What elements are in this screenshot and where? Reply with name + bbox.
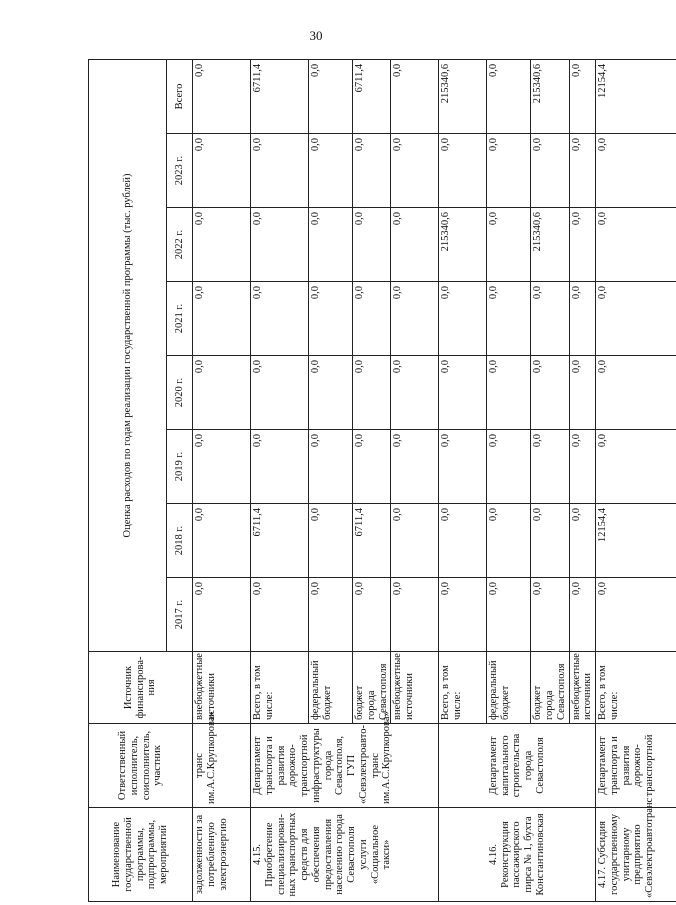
value-cell: 0,0: [309, 134, 353, 208]
value-cell: 0,0: [569, 356, 596, 430]
row-responsible: Департамент капитального строительства города Севастополя: [439, 724, 596, 808]
value-cell: 0,0: [391, 356, 439, 430]
header-total: Всего: [167, 59, 193, 133]
page-number: 30: [309, 28, 323, 43]
header-year: 2023 г.: [167, 134, 193, 208]
header-year: 2021 г.: [167, 282, 193, 356]
header-year: 2020 г.: [167, 356, 193, 430]
value-cell: 0,0: [487, 356, 531, 430]
value-cell: 0,0: [353, 134, 391, 208]
row-source: бюджет города Севастополя: [353, 652, 391, 724]
value-cell: 0,0: [569, 59, 596, 133]
value-cell: 0,0: [569, 134, 596, 208]
value-cell: 0,0: [439, 282, 487, 356]
value-cell: 0,0: [309, 356, 353, 430]
row-source: Всего, в том числе:: [596, 652, 676, 724]
value-cell: 215340,6: [531, 59, 569, 133]
value-cell: 0,0: [569, 208, 596, 282]
value-cell: 0,0: [251, 578, 309, 652]
row-source: Всего, в том числе:: [251, 652, 309, 724]
value-cell: 215340,6: [531, 208, 569, 282]
value-cell: 0,0: [251, 430, 309, 504]
header-estimate: Оценка расходов по годам реализации государственной программы (тыс. рублей): [89, 59, 167, 651]
row-responsible: Департамент транспорта и развития дорожно-транспортной: [596, 724, 676, 808]
value-cell: 0,0: [251, 356, 309, 430]
row-name: задолженности за потребленную электроэнергию: [193, 808, 251, 902]
value-cell: 0,0: [353, 282, 391, 356]
value-cell: 0,0: [309, 208, 353, 282]
value-cell: 0,0: [391, 282, 439, 356]
row-source: внебюджетные источники: [391, 652, 439, 724]
value-cell: 0,0: [193, 282, 251, 356]
row-source: федеральный бюджет: [309, 652, 353, 724]
value-cell: 0,0: [596, 356, 676, 430]
value-cell: 0,0: [391, 504, 439, 578]
value-cell: 0,0: [193, 578, 251, 652]
header-year: 2018 г.: [167, 504, 193, 578]
value-cell: 0,0: [309, 504, 353, 578]
value-cell: 0,0: [531, 504, 569, 578]
row-name: 4.16. Реконструкция пассажирского пирса № 1, бухта Константиновская: [439, 808, 596, 902]
expenditure-table: [88, 59, 676, 902]
value-cell: 0,0: [251, 208, 309, 282]
row-name: 4.17. Субсидия государственному унитарному предприятию «Севэлектроавтотранс: [596, 808, 676, 902]
value-cell: 0,0: [487, 134, 531, 208]
header-year: 2022 г.: [167, 208, 193, 282]
value-cell: 0,0: [531, 134, 569, 208]
value-cell: 6711,4: [353, 504, 391, 578]
value-cell: 0,0: [569, 504, 596, 578]
value-cell: 0,0: [251, 282, 309, 356]
header-year: 2019 г.: [167, 430, 193, 504]
table-row: [193, 59, 251, 901]
value-cell: 0,0: [531, 356, 569, 430]
row-responsible: транс им.А.С.Крупкорова»: [193, 724, 251, 808]
table-row: [251, 59, 309, 901]
value-cell: 0,0: [596, 430, 676, 504]
row-source: Всего, в том числе:: [439, 652, 487, 724]
row-responsible: Департамент транспорта и развития дорожно-транспортной инфраструктуры города Севастополя, ГУП «Севэлектроавто-транс им.А.С.Крупкорова»: [251, 724, 439, 808]
row-source: федеральный бюджет: [487, 652, 531, 724]
value-cell: 0,0: [193, 59, 251, 133]
value-cell: 0,0: [569, 430, 596, 504]
header-name: Наименование государственной программы, подпрограммы, мероприятий: [89, 808, 193, 902]
value-cell: 0,0: [309, 430, 353, 504]
value-cell: 0,0: [251, 134, 309, 208]
value-cell: 0,0: [487, 282, 531, 356]
value-cell: 6711,4: [353, 59, 391, 133]
value-cell: 0,0: [353, 578, 391, 652]
value-cell: 0,0: [193, 134, 251, 208]
value-cell: 0,0: [569, 282, 596, 356]
header-source: Источник финансирова-ния: [89, 652, 193, 724]
value-cell: 0,0: [596, 208, 676, 282]
value-cell: 0,0: [391, 134, 439, 208]
value-cell: 0,0: [487, 430, 531, 504]
row-name: 4.15. Приобретение специализирован-ных транспортных средств для обеспечения предоставления населению города Севастополя услуги «Социальное такси»: [251, 808, 439, 902]
value-cell: 0,0: [353, 430, 391, 504]
value-cell: 0,0: [353, 356, 391, 430]
value-cell: 0,0: [531, 430, 569, 504]
value-cell: 215340,6: [439, 59, 487, 133]
table-row: [596, 59, 676, 901]
value-cell: 0,0: [531, 578, 569, 652]
value-cell: 0,0: [487, 208, 531, 282]
rotated-table-container: [88, 60, 655, 902]
value-cell: 0,0: [353, 208, 391, 282]
value-cell: 0,0: [391, 578, 439, 652]
value-cell: 0,0: [391, 430, 439, 504]
value-cell: 6711,4: [251, 59, 309, 133]
value-cell: 0,0: [439, 430, 487, 504]
value-cell: 0,0: [531, 282, 569, 356]
value-cell: 0,0: [193, 430, 251, 504]
value-cell: 0,0: [309, 59, 353, 133]
header-year: 2017 г.: [167, 578, 193, 652]
value-cell: 0,0: [487, 59, 531, 133]
value-cell: 0,0: [391, 208, 439, 282]
value-cell: 0,0: [596, 282, 676, 356]
value-cell: 0,0: [309, 578, 353, 652]
value-cell: 0,0: [439, 356, 487, 430]
value-cell: 0,0: [391, 59, 439, 133]
value-cell: 0,0: [487, 504, 531, 578]
row-source: внебюджетные источники: [569, 652, 596, 724]
value-cell: 0,0: [596, 578, 676, 652]
value-cell: 0,0: [439, 134, 487, 208]
value-cell: 0,0: [569, 578, 596, 652]
value-cell: 0,0: [193, 356, 251, 430]
value-cell: 0,0: [487, 578, 531, 652]
row-source: бюджет города Севастополя: [531, 652, 569, 724]
value-cell: 12154,4: [596, 59, 676, 133]
value-cell: 0,0: [439, 504, 487, 578]
value-cell: 0,0: [309, 282, 353, 356]
value-cell: 0,0: [193, 208, 251, 282]
value-cell: 0,0: [439, 578, 487, 652]
row-source: внебюджетные источники: [193, 652, 251, 724]
header-responsible: Ответственный исполнитель, соисполнитель, участник: [89, 724, 193, 808]
value-cell: 0,0: [596, 134, 676, 208]
value-cell: 6711,4: [251, 504, 309, 578]
value-cell: 0,0: [193, 504, 251, 578]
value-cell: 12154,4: [596, 504, 676, 578]
value-cell: 215340,6: [439, 208, 487, 282]
table-row: [439, 59, 487, 901]
